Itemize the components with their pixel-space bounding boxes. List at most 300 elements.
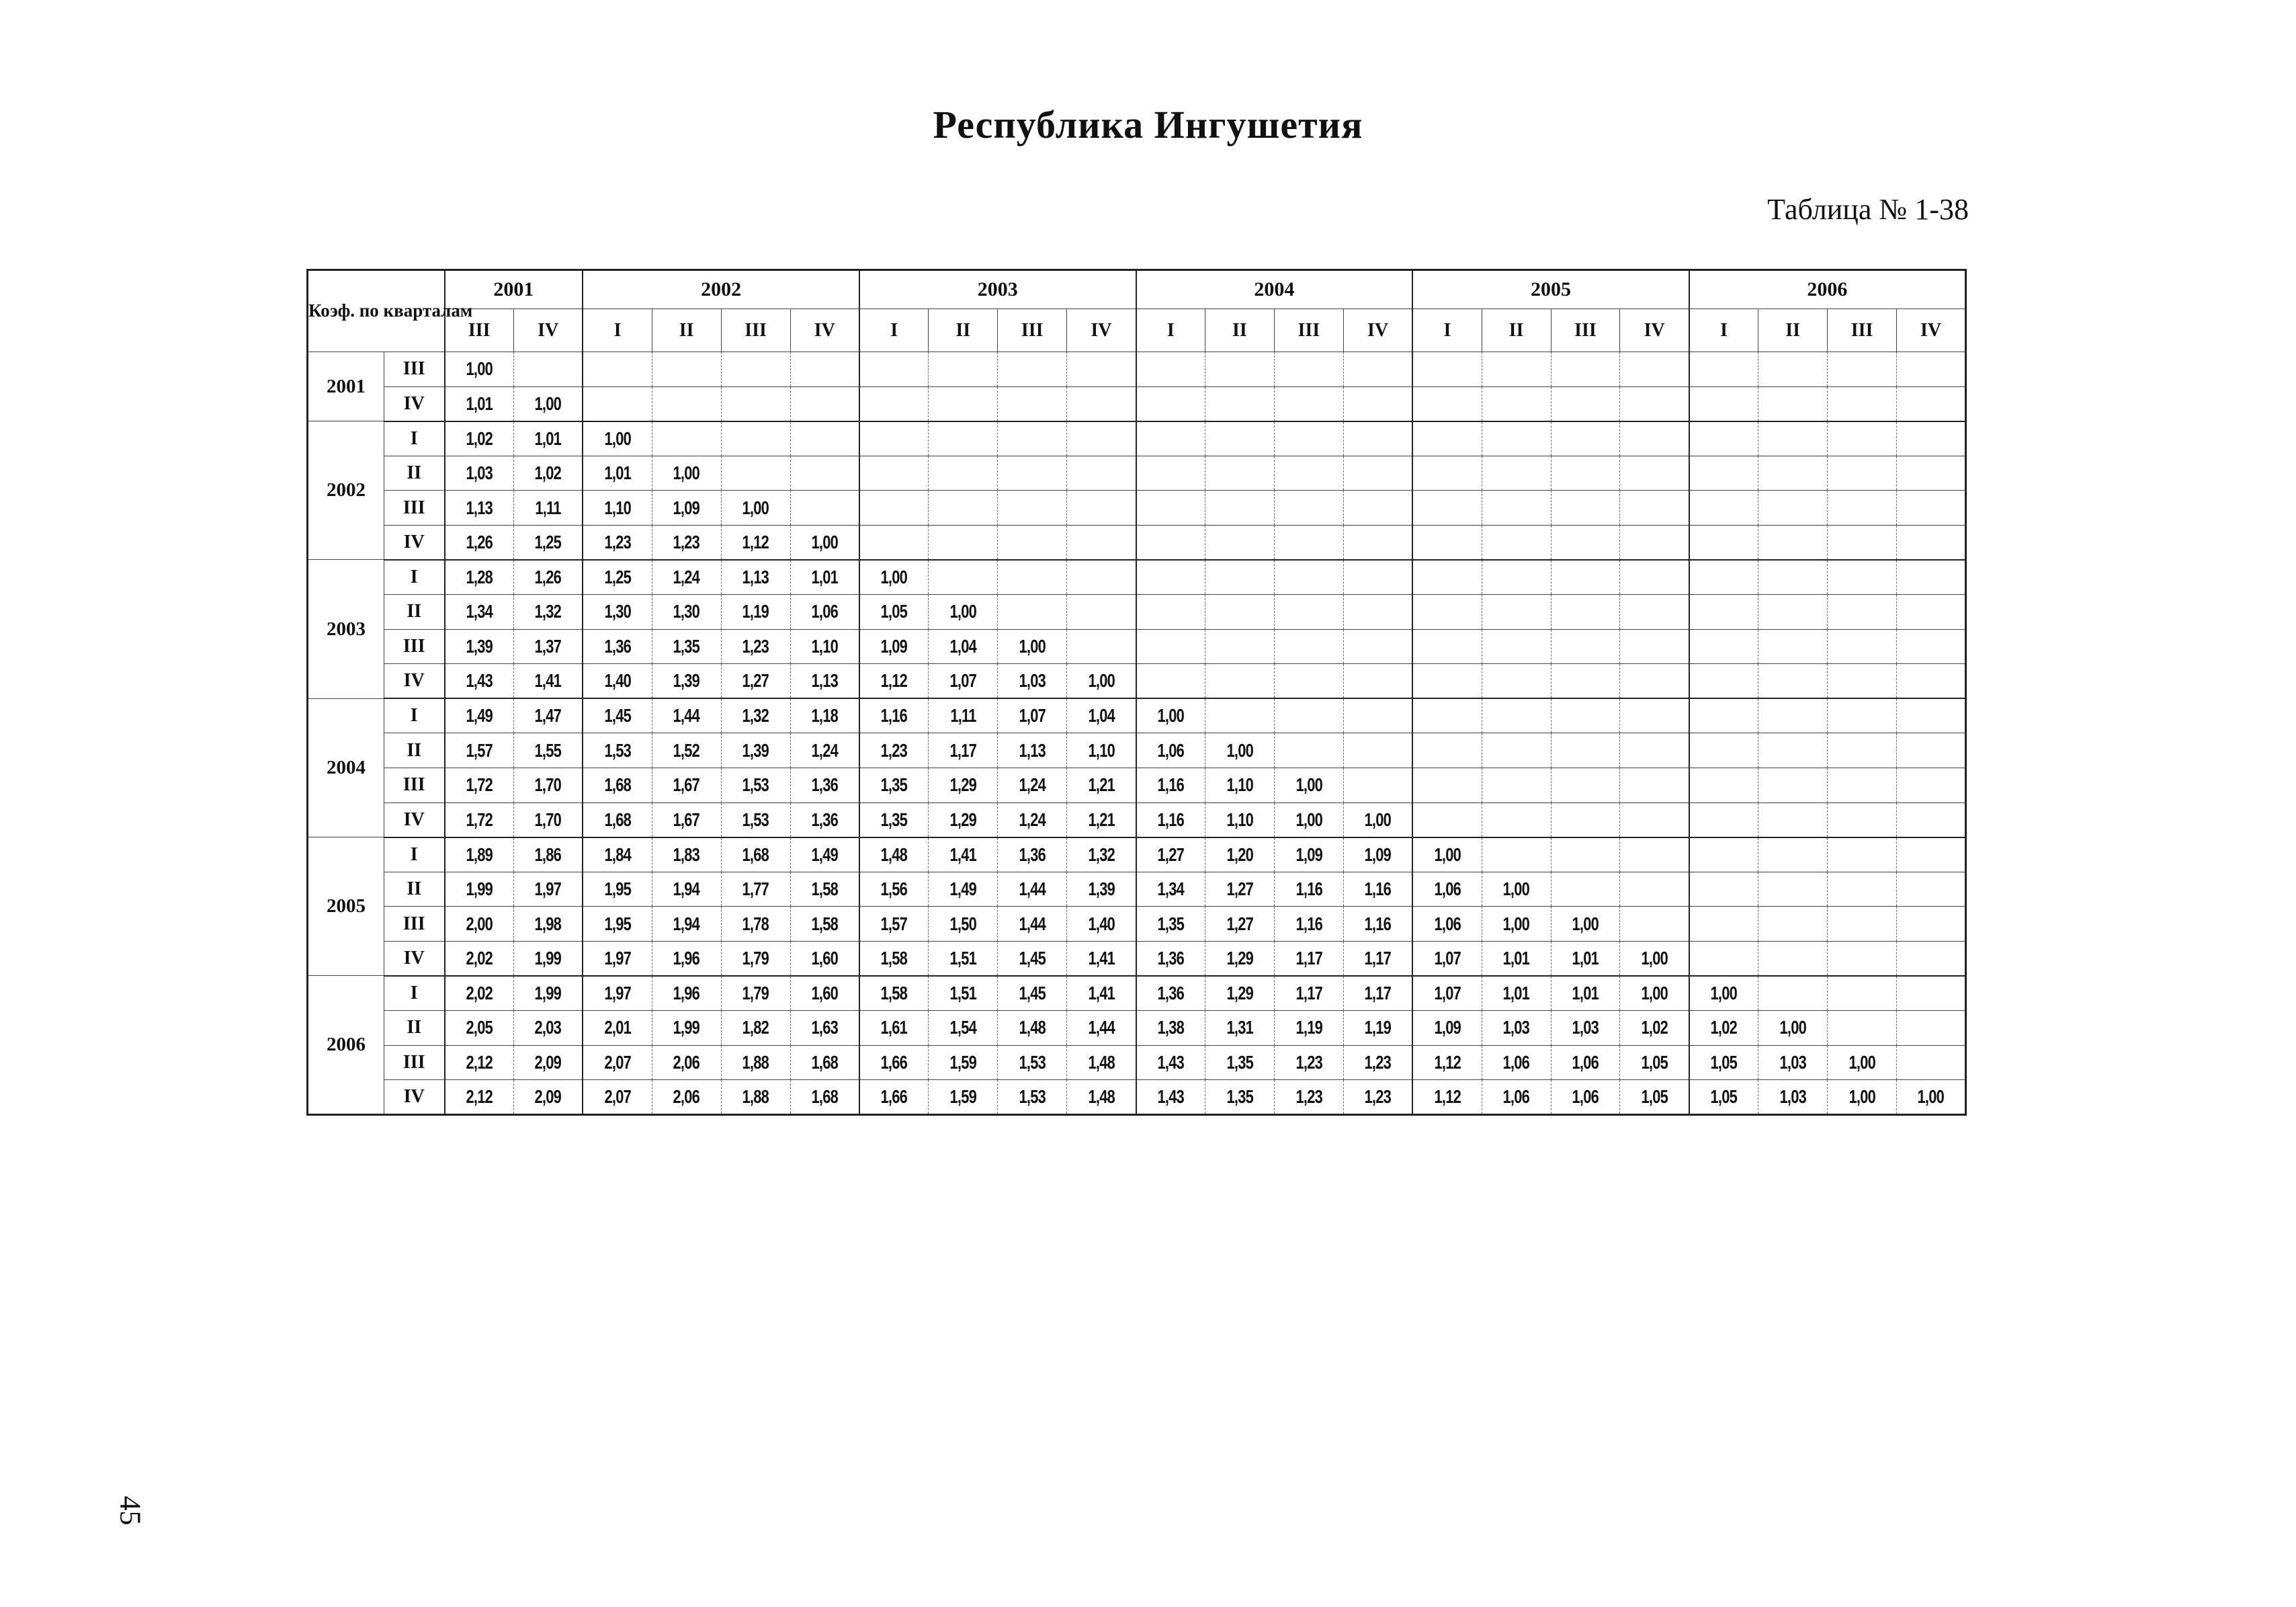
column-quarter-header: I [859, 309, 929, 352]
coefficient-value: 1,35 [1226, 1086, 1253, 1108]
coefficient-value: 1,00 [1917, 1086, 1945, 1108]
coefficient-cell [583, 768, 652, 802]
coefficient-value: 1,00 [1295, 774, 1322, 796]
coefficient-cell [859, 907, 929, 942]
coefficient-cell [1551, 1080, 1620, 1115]
coefficient-cell [721, 491, 790, 526]
coefficient-cell [1758, 872, 1828, 907]
coefficient-value: 1,23 [880, 739, 908, 761]
coefficient-value: 1,19 [1295, 1017, 1322, 1038]
coefficient-cell [1274, 386, 1343, 421]
coefficient-cell [1343, 872, 1412, 907]
column-quarter-header: III [1828, 309, 1897, 352]
coefficient-cell [1067, 525, 1136, 560]
coefficient-cell [721, 907, 790, 942]
coefficient-cell [1897, 872, 1966, 907]
coefficient-cell [445, 802, 514, 837]
coefficient-cell [1828, 907, 1897, 942]
coefficient-cell [652, 733, 721, 768]
coefficient-cell [1343, 456, 1412, 491]
coefficient-cell [790, 525, 859, 560]
coefficient-cell [1689, 421, 1758, 456]
coefficient-value: 1,27 [1157, 843, 1184, 865]
coefficient-value: 1,03 [1779, 1086, 1806, 1108]
coefficient-cell [929, 629, 998, 664]
coefficient-cell [721, 733, 790, 768]
coefficient-value: 1,02 [1710, 1017, 1738, 1038]
coefficient-cell [1482, 421, 1551, 456]
coefficient-cell [652, 1080, 721, 1115]
coefficient-cell [1274, 491, 1343, 526]
row-quarter-header: III [384, 629, 445, 664]
coefficient-value: 1,06 [1572, 1086, 1599, 1108]
coefficient-value: 1,12 [742, 531, 769, 552]
coefficient-cell [1758, 386, 1828, 421]
coefficient-cell [1620, 802, 1689, 837]
table-row [308, 1010, 1966, 1045]
coefficient-cell [1067, 907, 1136, 942]
column-quarter-header: II [652, 309, 721, 352]
coefficient-cell [1897, 352, 1966, 387]
column-quarter-header: III [721, 309, 790, 352]
coefficient-value: 1,27 [742, 670, 769, 692]
coefficient-value: 1,99 [466, 878, 493, 899]
coefficient-cell [445, 837, 514, 872]
coefficient-value: 1,67 [673, 809, 700, 830]
coefficient-cell [1274, 768, 1343, 802]
coefficient-value: 1,05 [1641, 1086, 1668, 1108]
coefficient-cell [1205, 491, 1274, 526]
coefficient-value: 1,00 [1641, 947, 1668, 969]
coefficient-value: 1,26 [534, 567, 562, 587]
coefficient-cell [1551, 1010, 1620, 1045]
coefficient-value: 2,03 [534, 1017, 562, 1038]
coefficient-cell [1620, 456, 1689, 491]
coefficient-value: 1,97 [604, 947, 631, 969]
coefficient-value: 1,36 [1019, 843, 1046, 865]
coefficient-cell [1412, 1010, 1482, 1045]
coefficient-cell [1136, 629, 1205, 664]
coefficient-cell [1412, 629, 1482, 664]
coefficient-cell [790, 629, 859, 664]
coefficient-value: 2,12 [466, 1086, 493, 1108]
coefficient-cell [1620, 907, 1689, 942]
coefficient-cell [1689, 976, 1758, 1011]
coefficient-cell [790, 976, 859, 1011]
coefficient-cell [1897, 491, 1966, 526]
coefficient-value: 1,01 [466, 393, 493, 414]
coefficient-value: 1,77 [742, 878, 769, 899]
coefficient-value: 1,25 [534, 531, 562, 552]
coefficient-cell [583, 1080, 652, 1115]
coefficient-value: 1,38 [1157, 1017, 1184, 1038]
coefficient-value: 1,35 [1226, 1051, 1253, 1073]
row-quarter-header: IV [384, 802, 445, 837]
coefficient-value: 1,70 [534, 774, 562, 796]
coefficient-cell [445, 733, 514, 768]
coefficient-cell [1828, 941, 1897, 976]
coefficient-cell [513, 1080, 583, 1115]
row-year-header: 2005 [308, 837, 384, 976]
coefficient-cell [1828, 456, 1897, 491]
coefficient-cell [1897, 698, 1966, 733]
table-row [308, 837, 1966, 872]
coefficient-value: 1,53 [1019, 1086, 1046, 1108]
coefficient-cell [721, 352, 790, 387]
coefficient-cell [1897, 1045, 1966, 1080]
coefficient-cell [1205, 698, 1274, 733]
coefficient-cell [1551, 872, 1620, 907]
coefficient-cell [1067, 629, 1136, 664]
coefficient-cell [1551, 976, 1620, 1011]
coefficient-cell [652, 560, 721, 595]
coefficient-cell [652, 941, 721, 976]
coefficient-value: 1,00 [1502, 878, 1530, 899]
coefficient-value: 1,06 [1157, 739, 1184, 761]
coefficient-value: 1,06 [1502, 1051, 1530, 1073]
coefficient-cell [652, 386, 721, 421]
coefficient-cell [998, 421, 1067, 456]
coefficient-cell [1067, 698, 1136, 733]
coefficient-value: 1,35 [1157, 913, 1184, 934]
coefficient-cell [1551, 595, 1620, 630]
coefficient-cell [1620, 733, 1689, 768]
table-row [308, 1080, 1966, 1115]
coefficient-value: 1,06 [811, 601, 838, 622]
coefficient-cell [1758, 560, 1828, 595]
coefficient-cell [513, 595, 583, 630]
coefficient-value: 1,23 [604, 531, 631, 552]
coefficient-cell [1689, 386, 1758, 421]
coefficient-cell [1343, 595, 1412, 630]
coefficient-cell [1136, 491, 1205, 526]
coefficient-cell [1551, 629, 1620, 664]
coefficient-cell [1343, 1045, 1412, 1080]
coefficient-value: 1,18 [811, 705, 838, 727]
row-quarter-header: III [384, 1045, 445, 1080]
coefficient-cell [1758, 837, 1828, 872]
coefficient-cell [1343, 802, 1412, 837]
coefficient-cell [1482, 629, 1551, 664]
row-year-header: 2006 [308, 976, 384, 1115]
coefficient-value: 1,21 [1088, 809, 1115, 830]
coefficient-cell [445, 664, 514, 699]
coefficient-cell [1620, 941, 1689, 976]
column-quarter-header: IV [1343, 309, 1412, 352]
coefficient-cell [652, 421, 721, 456]
coefficient-cell [1758, 1080, 1828, 1115]
coefficient-cell [583, 802, 652, 837]
coefficient-cell [1067, 768, 1136, 802]
coefficient-value: 1,54 [949, 1017, 977, 1038]
coefficient-value: 1,00 [1710, 982, 1738, 1003]
coefficient-cell [1551, 941, 1620, 976]
table-row [308, 491, 1966, 526]
column-quarter-header: I [1412, 309, 1482, 352]
coefficient-cell [721, 595, 790, 630]
coefficient-cell [1136, 907, 1205, 942]
coefficient-value: 1,83 [673, 843, 700, 865]
coefficient-cell [929, 941, 998, 976]
coefficient-cell [1136, 386, 1205, 421]
coefficient-value: 2,02 [466, 982, 493, 1003]
coefficient-cell [1897, 1080, 1966, 1115]
coefficient-value: 1,31 [1226, 1017, 1253, 1038]
coefficient-value: 1,36 [811, 774, 838, 796]
table-row [308, 664, 1966, 699]
coefficient-cell [1136, 664, 1205, 699]
coefficient-cell [1758, 941, 1828, 976]
coefficient-cell [1343, 560, 1412, 595]
coefficient-cell [859, 664, 929, 699]
coefficient-cell [1136, 421, 1205, 456]
coefficient-cell [1205, 872, 1274, 907]
coefficient-value: 1,47 [534, 705, 562, 727]
coefficient-cell [445, 386, 514, 421]
coefficient-cell [1136, 872, 1205, 907]
column-quarter-header: IV [1067, 309, 1136, 352]
coefficient-cell [1067, 421, 1136, 456]
coefficient-cell [1205, 664, 1274, 699]
coefficient-cell [790, 733, 859, 768]
coefficient-value: 1,23 [1364, 1051, 1392, 1073]
coefficient-value: 1,00 [880, 567, 908, 587]
table-row [308, 907, 1966, 942]
table-row [308, 872, 1966, 907]
coefficient-cell [790, 352, 859, 387]
coefficient-cell [1758, 629, 1828, 664]
coefficient-value: 1,97 [534, 878, 562, 899]
coefficient-cell [1343, 733, 1412, 768]
coefficient-cell [859, 1045, 929, 1080]
coefficient-cell [859, 1080, 929, 1115]
coefficient-cell [1551, 352, 1620, 387]
coefficient-value: 1,89 [466, 843, 493, 865]
coefficient-cell [1828, 560, 1897, 595]
coefficient-cell [1412, 872, 1482, 907]
coefficient-value: 1,05 [1710, 1086, 1738, 1108]
coefficient-cell [1067, 837, 1136, 872]
coefficient-value: 2,09 [534, 1086, 562, 1108]
coefficient-value: 1,96 [673, 947, 700, 969]
coefficient-cell [1828, 491, 1897, 526]
coefficient-cell [1274, 698, 1343, 733]
row-quarter-header: I [384, 698, 445, 733]
coefficient-value: 1,35 [673, 635, 700, 657]
coefficient-cell [929, 664, 998, 699]
coefficient-value: 1,09 [1364, 843, 1392, 865]
coefficient-value: 1,04 [1088, 705, 1115, 727]
coefficient-cell [1620, 525, 1689, 560]
coefficient-cell [583, 907, 652, 942]
coefficient-value: 1,20 [1226, 843, 1253, 865]
coefficient-value: 1,49 [949, 878, 977, 899]
coefficient-cell [859, 698, 929, 733]
coefficient-cell [1343, 386, 1412, 421]
row-quarter-header: IV [384, 664, 445, 699]
coefficient-value: 1,55 [534, 739, 562, 761]
coefficient-cell [652, 456, 721, 491]
coefficient-value: 1,36 [1157, 982, 1184, 1003]
table-row [308, 802, 1966, 837]
coefficient-cell [790, 1080, 859, 1115]
coefficient-value: 1,16 [1364, 878, 1392, 899]
coefficient-cell [445, 560, 514, 595]
column-quarter-header: III [445, 309, 514, 352]
coefficient-cell [1412, 386, 1482, 421]
coefficient-value: 1,03 [1019, 670, 1046, 692]
coefficient-cell [859, 872, 929, 907]
coefficient-cell [1205, 595, 1274, 630]
coefficient-value: 1,94 [673, 913, 700, 934]
row-quarter-header: II [384, 456, 445, 491]
table-row [308, 733, 1966, 768]
coefficient-cell [1620, 698, 1689, 733]
coefficient-cell [1620, 872, 1689, 907]
coefficient-value: 1,05 [1641, 1051, 1668, 1073]
coefficient-cell [1551, 525, 1620, 560]
coefficient-cell [1205, 733, 1274, 768]
coefficient-cell [1343, 421, 1412, 456]
coefficient-cell [1136, 560, 1205, 595]
coefficient-cell [513, 352, 583, 387]
table-row [308, 386, 1966, 421]
coefficient-cell [1828, 768, 1897, 802]
coefficient-cell [1136, 1010, 1205, 1045]
coefficient-cell [1067, 976, 1136, 1011]
coefficient-cell [445, 872, 514, 907]
coefficient-value: 1,68 [811, 1051, 838, 1073]
coefficient-cell [859, 733, 929, 768]
column-quarter-header: II [929, 309, 998, 352]
coefficient-value: 1,01 [534, 427, 562, 449]
coefficient-cell [1758, 595, 1828, 630]
table-row [308, 698, 1966, 733]
coefficient-cell [1205, 976, 1274, 1011]
coefficient-value: 1,16 [1295, 913, 1322, 934]
coefficient-cell [652, 837, 721, 872]
coefficient-value: 1,58 [880, 982, 908, 1003]
row-year-header: 2002 [308, 421, 384, 560]
coefficient-value: 1,03 [466, 462, 493, 484]
coefficient-cell [790, 1045, 859, 1080]
coefficient-cell [1897, 768, 1966, 802]
coefficient-cell [1136, 352, 1205, 387]
coefficient-cell [1551, 491, 1620, 526]
column-quarter-header: I [1689, 309, 1758, 352]
table-row [308, 456, 1966, 491]
coefficient-cell [1067, 386, 1136, 421]
coefficient-cell [1343, 525, 1412, 560]
column-quarter-header: III [1551, 309, 1620, 352]
coefficient-value: 1,24 [1019, 774, 1046, 796]
coefficient-cell [1758, 1010, 1828, 1045]
coefficient-cell [513, 1045, 583, 1080]
coefficient-cell [1343, 629, 1412, 664]
coefficient-value: 1,23 [1295, 1051, 1322, 1073]
column-year-header: 2004 [1136, 270, 1413, 309]
coefficient-cell [1758, 802, 1828, 837]
coefficient-cell [1482, 456, 1551, 491]
table-row [308, 595, 1966, 630]
coefficient-cell [998, 837, 1067, 872]
coefficient-value: 1,67 [673, 774, 700, 796]
coefficient-cell [445, 768, 514, 802]
coefficient-value: 1,00 [742, 497, 769, 518]
coefficient-cell [1136, 1045, 1205, 1080]
coefficient-value: 1,17 [1364, 982, 1392, 1003]
column-quarter-header: IV [1897, 309, 1966, 352]
coefficient-cell [1482, 1045, 1551, 1080]
coefficient-cell [1412, 352, 1482, 387]
coefficient-value: 1,99 [534, 982, 562, 1003]
coefficient-value: 1,79 [742, 947, 769, 969]
coefficient-cell [859, 976, 929, 1011]
coefficient-cell [1482, 976, 1551, 1011]
coefficient-value: 1,45 [1019, 947, 1046, 969]
coefficient-cell [1551, 456, 1620, 491]
coefficient-cell [929, 386, 998, 421]
coefficient-cell [721, 1080, 790, 1115]
coefficient-cell [1343, 976, 1412, 1011]
coefficient-value: 1,66 [880, 1051, 908, 1073]
column-quarter-header: II [1758, 309, 1828, 352]
coefficient-cell [513, 629, 583, 664]
coefficient-cell [1067, 1080, 1136, 1115]
coefficient-value: 1,51 [949, 982, 977, 1003]
coefficient-cell [859, 386, 929, 421]
row-quarter-header: IV [384, 386, 445, 421]
coefficient-cell [1828, 1010, 1897, 1045]
coefficient-cell [1136, 456, 1205, 491]
coefficient-cell [445, 907, 514, 942]
coefficient-cell [1274, 837, 1343, 872]
coefficient-cell [513, 664, 583, 699]
coefficient-value: 1,24 [1019, 809, 1046, 830]
coefficient-cell [1412, 1045, 1482, 1080]
coefficient-value: 1,00 [811, 531, 838, 552]
coefficient-cell [652, 629, 721, 664]
coefficient-value: 1,23 [742, 635, 769, 657]
coefficient-value: 1,03 [1572, 1017, 1599, 1038]
coefficient-value: 1,98 [534, 913, 562, 934]
coefficient-value: 1,95 [604, 913, 631, 934]
coefficient-value: 1,06 [1572, 1051, 1599, 1073]
coefficient-cell [1620, 1080, 1689, 1115]
coefficient-cell [1412, 525, 1482, 560]
coefficient-value: 1,00 [534, 393, 562, 414]
coefficient-cell [513, 802, 583, 837]
coefficient-value: 1,44 [673, 705, 700, 727]
coefficient-cell [1205, 352, 1274, 387]
coefficient-cell [1274, 595, 1343, 630]
coefficient-cell [1136, 837, 1205, 872]
coefficient-value: 1,49 [466, 705, 493, 727]
coefficient-cell [1897, 1010, 1966, 1045]
coefficient-cell [513, 560, 583, 595]
coefficient-cell [1274, 629, 1343, 664]
coefficient-value: 1,41 [949, 843, 977, 865]
coefficient-value: 1,53 [1019, 1051, 1046, 1073]
coefficient-value: 1,12 [1434, 1086, 1461, 1108]
coefficient-cell [1897, 629, 1966, 664]
coefficient-cell [583, 491, 652, 526]
coefficient-value: 1,70 [534, 809, 562, 830]
coefficient-value: 1,58 [811, 913, 838, 934]
coefficient-value: 1,52 [673, 739, 700, 761]
coefficient-value: 1,09 [1434, 1017, 1461, 1038]
coefficient-value: 1,03 [1502, 1017, 1530, 1038]
